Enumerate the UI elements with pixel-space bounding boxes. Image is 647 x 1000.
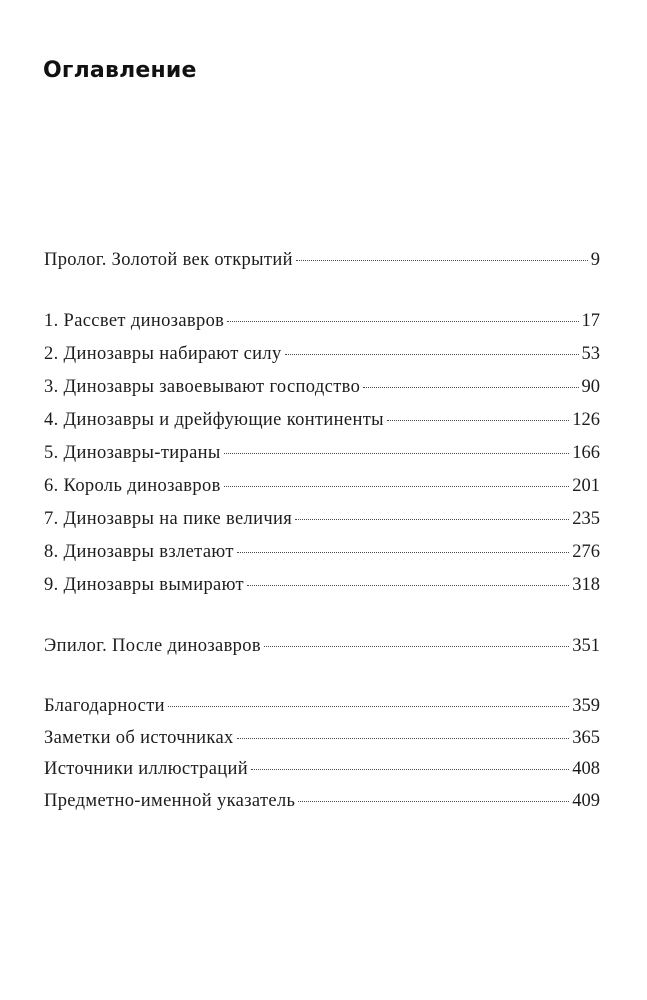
table-of-contents bbox=[44, 244, 600, 817]
toc-entry-page-number: 53 bbox=[581, 344, 600, 364]
page-title: Оглавление bbox=[43, 58, 197, 83]
toc-group-epilogue bbox=[44, 630, 600, 663]
toc-entry-page-number: 90 bbox=[581, 377, 600, 397]
toc-entry-label: 3. Динозавры завоевывают господство bbox=[44, 377, 361, 397]
dot-leader bbox=[237, 738, 570, 739]
toc-entry-page-number: 201 bbox=[572, 476, 600, 496]
toc-entry-page-number: 365 bbox=[572, 727, 600, 748]
toc-entry-label: 9. Динозавры вымирают bbox=[44, 575, 244, 595]
dot-leader bbox=[295, 519, 569, 520]
dot-leader bbox=[227, 321, 578, 322]
toc-entry-label: 1. Рассвет динозавров bbox=[44, 311, 225, 331]
toc-entry-chapter-1[interactable] bbox=[44, 305, 600, 338]
toc-group-back-matter bbox=[44, 691, 600, 817]
toc-entry-page-number: 276 bbox=[572, 542, 600, 562]
toc-entry-page-number: 166 bbox=[572, 443, 600, 463]
dot-leader bbox=[168, 706, 569, 707]
toc-entry-page-number: 318 bbox=[572, 575, 600, 595]
toc-entry-page-number: 409 bbox=[572, 790, 600, 811]
dot-leader bbox=[224, 486, 570, 487]
toc-entry-index[interactable] bbox=[44, 786, 600, 818]
dot-leader bbox=[251, 769, 569, 770]
toc-entry-chapter-3[interactable] bbox=[44, 371, 600, 404]
toc-entry-page-number: 17 bbox=[581, 311, 600, 331]
toc-entry-label: 8. Динозавры взлетают bbox=[44, 542, 234, 562]
toc-group-chapters bbox=[44, 305, 600, 602]
toc-entry-source-notes[interactable] bbox=[44, 723, 600, 755]
toc-entry-page-number: 235 bbox=[572, 509, 600, 529]
toc-entry-illustration-credits[interactable] bbox=[44, 754, 600, 786]
toc-entry-label: 6. Король динозавров bbox=[44, 476, 221, 496]
toc-entry-label: 2. Динозавры набирают силу bbox=[44, 344, 282, 364]
toc-entry-chapter-6[interactable] bbox=[44, 470, 600, 503]
dot-leader bbox=[363, 387, 578, 388]
toc-entry-label: Эпилог. После динозавров bbox=[44, 636, 261, 656]
dot-leader bbox=[285, 354, 579, 355]
toc-entry-label: Источники иллюстраций bbox=[44, 759, 249, 779]
toc-entry-epilogue[interactable] bbox=[44, 630, 600, 663]
toc-entry-label: Предметно-именной указатель bbox=[44, 790, 296, 811]
toc-entry-page-number: 126 bbox=[572, 410, 600, 430]
toc-entry-page-number: 359 bbox=[572, 696, 600, 716]
dot-leader bbox=[296, 260, 588, 261]
toc-entry-chapter-8[interactable] bbox=[44, 536, 600, 569]
toc-entry-label: 4. Динозавры и дрейфующие континенты bbox=[44, 410, 384, 430]
toc-entry-page-number: 408 bbox=[572, 759, 600, 779]
toc-entry-page-number: 9 bbox=[590, 250, 600, 270]
dot-leader bbox=[387, 420, 569, 421]
toc-entry-label: 5. Динозавры-тираны bbox=[44, 443, 221, 463]
toc-entry-chapter-9[interactable] bbox=[44, 569, 600, 602]
dot-leader bbox=[237, 552, 570, 553]
dot-leader bbox=[224, 453, 570, 454]
toc-entry-acknowledgements[interactable] bbox=[44, 691, 600, 723]
dot-leader bbox=[247, 585, 569, 586]
toc-entry-chapter-7[interactable] bbox=[44, 503, 600, 536]
toc-entry-chapter-4[interactable] bbox=[44, 404, 600, 437]
toc-entry-chapter-2[interactable] bbox=[44, 338, 600, 371]
dot-leader bbox=[298, 801, 569, 802]
toc-group-prologue bbox=[44, 244, 600, 277]
dot-leader bbox=[264, 646, 569, 647]
toc-entry-label: Заметки об источниках bbox=[44, 727, 234, 748]
toc-entry-page-number: 351 bbox=[572, 636, 600, 656]
toc-entry-label: Пролог. Золотой век открытий bbox=[44, 250, 293, 270]
toc-entry-chapter-5[interactable] bbox=[44, 437, 600, 470]
toc-entry-label: 7. Динозавры на пике величия bbox=[44, 509, 293, 529]
toc-entry-prologue[interactable] bbox=[44, 244, 600, 277]
toc-entry-label: Благодарности bbox=[44, 696, 165, 716]
